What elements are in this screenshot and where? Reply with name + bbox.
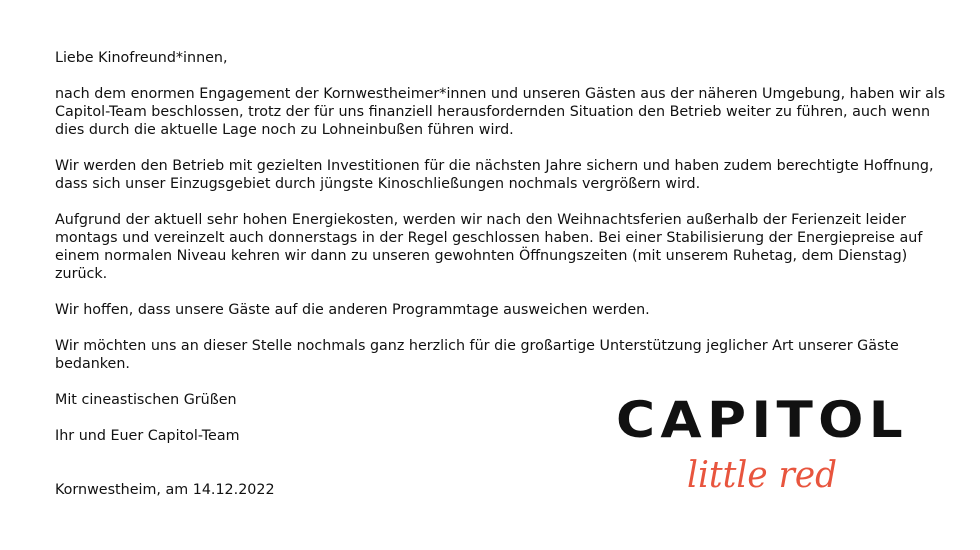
capitol-logo-graphic <box>612 392 912 502</box>
logo-wordmark: CAPITOL <box>616 392 908 449</box>
letter-paragraph-1: nach dem enormen Engagement der Kornwestheimer*innen und unseren Gästen aus der näheren Umgebung, haben wir als Capitol-Team beschlossen, trotz der für uns finanziell herausfordernden Situation den Betrieb weiter zu führen, auch wenn dies durch die aktuelle Lage noch zu Lohneinbußen führen wird. <box>55 86 946 138</box>
letter-paragraph-2: Wir werden den Betrieb mit gezielten Investitionen für die nächsten Jahre sichern und haben zudem berechtigte Hoffnung, dass sich unser Einzugsgebiet durch jüngste Kinoschließungen nochmals vergrößern wird. <box>55 158 934 192</box>
letter-paragraph-4: Wir hoffen, dass unsere Gäste auf die anderen Programmtage ausweichen werden. <box>55 302 650 318</box>
letter-place-date: Kornwestheim, am 14.12.2022 <box>55 482 275 498</box>
capitol-logo <box>612 392 912 502</box>
letter-paragraph-3: Aufgrund der aktuell sehr hohen Energiekosten, werden wir nach den Weihnachtsferien außerhalb der Ferienzeit leider montags und vereinzelt auch donnerstags in der Regel geschlossen haben. Bei einer Stabilisierung der Energiepreise auf einem normalen Niveau kehren wir dann zu unseren gewohnten Öffnungszeiten (mit unserem Ruhetag, dem Dienstag) zurück. <box>55 212 923 282</box>
logo-tagline: little red <box>687 455 837 496</box>
letter-signature: Ihr und Euer Capitol-Team <box>55 428 240 444</box>
letter-salutation: Liebe Kinofreund*innen, <box>55 50 228 66</box>
letter-closing: Mit cineastischen Grüßen <box>55 392 237 408</box>
letter-paragraph-5: Wir möchten uns an dieser Stelle nochmals ganz herzlich für die großartige Unterstützung jeglicher Art unserer Gäste bedanken. <box>55 338 899 372</box>
